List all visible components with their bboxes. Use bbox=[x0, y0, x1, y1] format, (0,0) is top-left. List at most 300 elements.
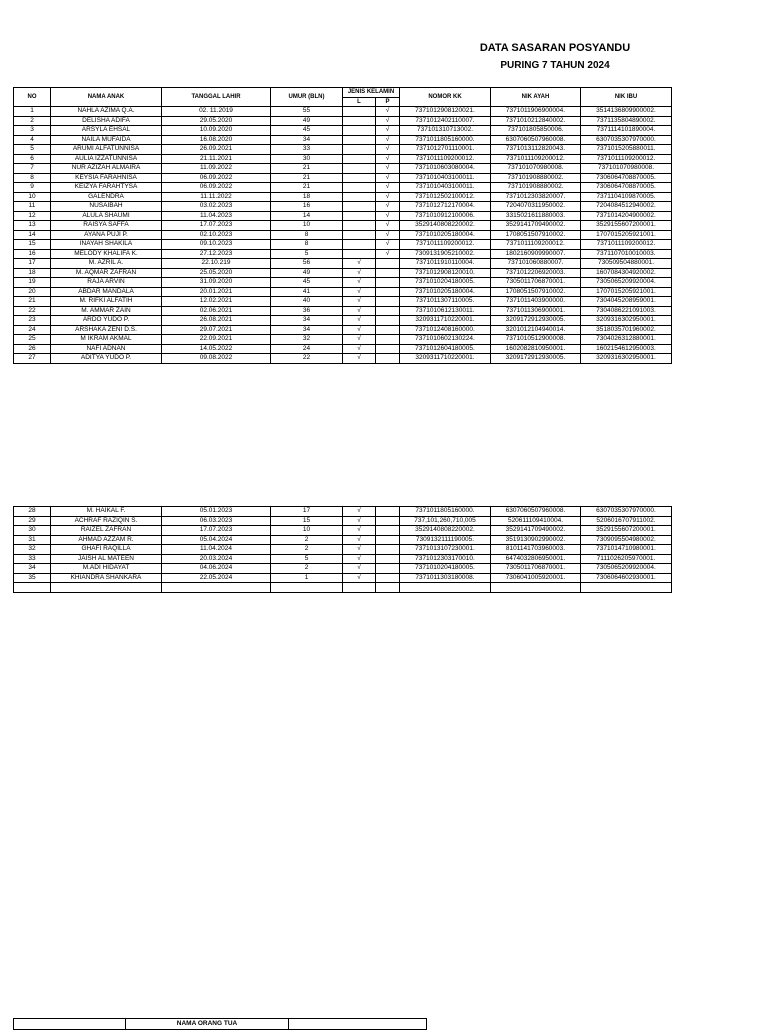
cell-tanggal-lahir: 16.08.2020 bbox=[162, 135, 271, 145]
cell-nama-anak: KHIANDRA SHANKARA bbox=[51, 573, 162, 583]
cell-nik-ayah: 6307060507960008. bbox=[491, 135, 581, 145]
cell-nik-ibu: 3529155607200001. bbox=[581, 221, 672, 231]
cell-nomor-kk: 3209311710220001. bbox=[400, 316, 491, 326]
cell-no: 12 bbox=[14, 211, 51, 221]
cell-nomor-kk: 7371010204180005. bbox=[400, 278, 491, 288]
cell-nomor-kk: 7309131905210002. bbox=[400, 249, 491, 259]
cell-no: 21 bbox=[14, 297, 51, 307]
cell-jk-l bbox=[343, 135, 376, 145]
cell-umur: 22 bbox=[271, 354, 343, 364]
cell-umur: 14 bbox=[271, 211, 343, 221]
cell-nama-anak: MELODY KHALIFA K. bbox=[51, 249, 162, 259]
cell-jk-l: √ bbox=[343, 325, 376, 335]
table-row bbox=[14, 107, 672, 117]
table-row bbox=[14, 211, 672, 221]
table-row bbox=[14, 240, 672, 250]
cell-tanggal-lahir: 06.09.2022 bbox=[162, 173, 271, 183]
cell-nik-ayah: 7371010212840002. bbox=[491, 116, 581, 126]
table-row bbox=[14, 316, 672, 326]
cell-jk-l: √ bbox=[343, 564, 376, 574]
cell-nama-anak: DELISHA ADIFA bbox=[51, 116, 162, 126]
cell-nama-anak: ARDO YUDO P. bbox=[51, 316, 162, 326]
cell-jk-p: √ bbox=[376, 116, 400, 126]
cell-umur: 17 bbox=[271, 507, 343, 517]
cell-jk-p: √ bbox=[376, 221, 400, 231]
cell-nama-anak: GHAFI RAQILLA bbox=[51, 545, 162, 555]
cell-umur: 5 bbox=[271, 554, 343, 564]
cell-umur: 2 bbox=[271, 545, 343, 555]
cell-tanggal-lahir: 03.02.2023 bbox=[162, 202, 271, 212]
cell-jk-l bbox=[343, 116, 376, 126]
cell-nik-ibu: 7371107010010003. bbox=[581, 249, 672, 259]
cell-nik-ibu: 1607084304920002. bbox=[581, 268, 672, 278]
cell-nik-ibu: 7304086221091003. bbox=[581, 306, 672, 316]
cell-jk-p: √ bbox=[376, 173, 400, 183]
cell-nomor-kk: 7371011805160000. bbox=[400, 507, 491, 517]
cell-nomor-kk: 3529140808220002. bbox=[400, 526, 491, 536]
header-nama-orang-tua: NAMA ORANG TUA bbox=[126, 1019, 289, 1030]
cell-no: 23 bbox=[14, 316, 51, 326]
cell-nik-ayah: 3209172912930005. bbox=[491, 316, 581, 326]
cell-jk-p bbox=[376, 344, 400, 354]
cell-jk-l: √ bbox=[343, 335, 376, 345]
cell-nik-ayah: 7371011403900000. bbox=[491, 297, 581, 307]
cell-jk-l: √ bbox=[343, 354, 376, 364]
cell-nik-ibu: 7371014710980001. bbox=[581, 545, 672, 555]
header-no: NO bbox=[14, 88, 51, 107]
cell-tanggal-lahir: 17.07.2023 bbox=[162, 526, 271, 536]
cell-umur: 8 bbox=[271, 230, 343, 240]
cell-nomor-kk: 7371012604180005. bbox=[400, 344, 491, 354]
cell-jk-l bbox=[343, 107, 376, 117]
data-table-page1 bbox=[13, 87, 672, 364]
cell-nik-ibu: 7204084512940002. bbox=[581, 202, 672, 212]
table-row bbox=[14, 535, 672, 545]
cell-jk-l bbox=[343, 145, 376, 155]
cell-umur: 10 bbox=[271, 526, 343, 536]
cell-umur: 33 bbox=[271, 145, 343, 155]
cell-nama-anak: KEIZYA FARAHTYSA bbox=[51, 183, 162, 193]
table-row bbox=[14, 116, 672, 126]
cell-nik-ayah: 7204070311950002. bbox=[491, 202, 581, 212]
table-row bbox=[14, 268, 672, 278]
cell-nik-ayah: 7305011706870001. bbox=[491, 278, 581, 288]
cell-nik-ayah: 7371012303820007. bbox=[491, 192, 581, 202]
cell-tanggal-lahir: 26.09.2021 bbox=[162, 145, 271, 155]
cell-umur: 30 bbox=[271, 154, 343, 164]
parent-col-3 bbox=[289, 1019, 427, 1030]
table-row bbox=[14, 154, 672, 164]
table-row bbox=[14, 344, 672, 354]
cell-no: 7 bbox=[14, 164, 51, 174]
cell-nama-anak: RAJA ARVIN bbox=[51, 278, 162, 288]
cell-nama-anak: M IKRAM AKMAL bbox=[51, 335, 162, 345]
cell-umur: 34 bbox=[271, 325, 343, 335]
cell-no: 13 bbox=[14, 221, 51, 231]
cell-nama-anak: KEYSIA FARAHNISA bbox=[51, 173, 162, 183]
cell-no: 27 bbox=[14, 354, 51, 364]
cell-no: 31 bbox=[14, 535, 51, 545]
table-row bbox=[14, 173, 672, 183]
cell-jk-p: √ bbox=[376, 135, 400, 145]
table-row bbox=[14, 135, 672, 145]
cell-jk-p: √ bbox=[376, 192, 400, 202]
cell-nik-ayah: 3209172912930005. bbox=[491, 354, 581, 364]
cell-tanggal-lahir: 11.04.2024 bbox=[162, 545, 271, 555]
cell-nama-anak: ARUMI ALFATUNNISA bbox=[51, 145, 162, 155]
table-row bbox=[14, 306, 672, 316]
cell-jk-l bbox=[343, 154, 376, 164]
cell-nik-ibu bbox=[581, 583, 672, 593]
cell-tanggal-lahir: 22.10.219 bbox=[162, 259, 271, 269]
cell-tanggal-lahir: 04.06.2024 bbox=[162, 564, 271, 574]
cell-nik-ibu: 3209316302950001. bbox=[581, 316, 672, 326]
cell-tanggal-lahir: 26.08.2021 bbox=[162, 316, 271, 326]
cell-jk-l: √ bbox=[343, 507, 376, 517]
cell-no: 16 bbox=[14, 249, 51, 259]
cell-nik-ibu: 6307035307970000. bbox=[581, 135, 672, 145]
cell-jk-p bbox=[376, 259, 400, 269]
cell-tanggal-lahir: 09.08.2022 bbox=[162, 354, 271, 364]
cell-tanggal-lahir: 27.12.2023 bbox=[162, 249, 271, 259]
cell-nomor-kk: 7371010603080004. bbox=[400, 164, 491, 174]
cell-no: 17 bbox=[14, 259, 51, 269]
cell-no: 35 bbox=[14, 573, 51, 583]
cell-nomor-kk: 7371010912100006. bbox=[400, 211, 491, 221]
cell-nomor-kk: 7371011303180008. bbox=[400, 573, 491, 583]
cell-nama-anak: M. HAIKAL F. bbox=[51, 507, 162, 517]
cell-jk-l: √ bbox=[343, 268, 376, 278]
cell-jk-l: √ bbox=[343, 278, 376, 288]
cell-nik-ayah: 1708051507910002. bbox=[491, 287, 581, 297]
cell-nik-ayah: 3529141709490002. bbox=[491, 526, 581, 536]
table-row bbox=[14, 192, 672, 202]
cell-nama-anak: M. AZRIL A. bbox=[51, 259, 162, 269]
cell-umur: 21 bbox=[271, 183, 343, 193]
cell-nomor-kk: 737101310713002. bbox=[400, 126, 491, 136]
cell-jk-l bbox=[343, 164, 376, 174]
cell-umur: 56 bbox=[271, 259, 343, 269]
cell-no: 15 bbox=[14, 240, 51, 250]
cell-nama-anak bbox=[51, 583, 162, 593]
cell-jk-p bbox=[376, 354, 400, 364]
parent-col-1 bbox=[14, 1019, 126, 1030]
cell-jk-p bbox=[376, 516, 400, 526]
cell-umur: 24 bbox=[271, 344, 343, 354]
cell-nik-ayah: 737101908880002. bbox=[491, 183, 581, 193]
cell-nomor-kk: 7371011109200012. bbox=[400, 240, 491, 250]
cell-umur: 2 bbox=[271, 535, 343, 545]
cell-nomor-kk: 7371012303170010. bbox=[400, 554, 491, 564]
cell-tanggal-lahir: 10.09.2020 bbox=[162, 126, 271, 136]
cell-tanggal-lahir: 06.03.2023 bbox=[162, 516, 271, 526]
cell-umur: 34 bbox=[271, 135, 343, 145]
cell-jk-p bbox=[376, 545, 400, 555]
cell-umur: 40 bbox=[271, 297, 343, 307]
cell-nama-anak: ABDAR MANDALA bbox=[51, 287, 162, 297]
cell-nik-ibu: 7305065209920004. bbox=[581, 278, 672, 288]
cell-jk-l: √ bbox=[343, 545, 376, 555]
cell-nik-ayah: 520611109410004. bbox=[491, 516, 581, 526]
cell-nik-ibu: 3514136809900002. bbox=[581, 107, 672, 117]
cell-no: 19 bbox=[14, 278, 51, 288]
cell-tanggal-lahir bbox=[162, 583, 271, 593]
cell-umur: 32 bbox=[271, 335, 343, 345]
cell-jk-p bbox=[376, 554, 400, 564]
cell-no: 9 bbox=[14, 183, 51, 193]
cell-jk-p bbox=[376, 316, 400, 326]
cell-umur: 15 bbox=[271, 516, 343, 526]
cell-umur bbox=[271, 583, 343, 593]
cell-tanggal-lahir: 02. 11.2019 bbox=[162, 107, 271, 117]
cell-nomor-kk: 7371010602130224. bbox=[400, 335, 491, 345]
cell-no: 3 bbox=[14, 126, 51, 136]
table-row bbox=[14, 221, 672, 231]
cell-no: 33 bbox=[14, 554, 51, 564]
cell-nomor-kk: 7371013107230001. bbox=[400, 545, 491, 555]
cell-nama-anak: M. AMMAR ZAIN bbox=[51, 306, 162, 316]
cell-nik-ibu: 7306064602930001. bbox=[581, 573, 672, 583]
cell-umur: 45 bbox=[271, 278, 343, 288]
cell-nik-ayah: 1708051507910002. bbox=[491, 230, 581, 240]
cell-nik-ibu: 730509504880001. bbox=[581, 259, 672, 269]
cell-umur: 5 bbox=[271, 249, 343, 259]
cell-jk-l: √ bbox=[343, 344, 376, 354]
cell-tanggal-lahir: 21.11.2021 bbox=[162, 154, 271, 164]
cell-jk-l bbox=[343, 211, 376, 221]
cell-jk-p bbox=[376, 507, 400, 517]
cell-tanggal-lahir: 05.01.2023 bbox=[162, 507, 271, 517]
table-row bbox=[14, 545, 672, 555]
cell-nik-ayah: 3315021611880003. bbox=[491, 211, 581, 221]
cell-nik-ayah: 7371011109200012. bbox=[491, 154, 581, 164]
cell-nama-anak: GALENDRA bbox=[51, 192, 162, 202]
cell-nomor-kk: 7371010205180004. bbox=[400, 287, 491, 297]
cell-tanggal-lahir: 22.09.2021 bbox=[162, 335, 271, 345]
cell-nik-ayah: 737101805850006. bbox=[491, 126, 581, 136]
cell-jk-l: √ bbox=[343, 297, 376, 307]
cell-nik-ibu: 7371011109200012. bbox=[581, 154, 672, 164]
table-row bbox=[14, 526, 672, 536]
cell-nama-anak: ADITYA YUDO P. bbox=[51, 354, 162, 364]
cell-nama-anak: NAFI ADNAN bbox=[51, 344, 162, 354]
cell-nik-ibu: 1602154612950003. bbox=[581, 344, 672, 354]
cell-tanggal-lahir: 11.11.2022 bbox=[162, 192, 271, 202]
cell-jk-p bbox=[376, 268, 400, 278]
cell-nik-ibu: 7304045208959001. bbox=[581, 297, 672, 307]
cell-umur: 10 bbox=[271, 221, 343, 231]
cell-jk-p bbox=[376, 335, 400, 345]
table-row bbox=[14, 278, 672, 288]
table-row bbox=[14, 183, 672, 193]
cell-jk-p bbox=[376, 297, 400, 307]
cell-umur: 16 bbox=[271, 202, 343, 212]
header-nomor-kk: NOMOR KK bbox=[400, 88, 491, 107]
cell-jk-p bbox=[376, 564, 400, 574]
header-umur: UMUR (BLN) bbox=[271, 88, 343, 107]
cell-no: 32 bbox=[14, 545, 51, 555]
cell-jk-l bbox=[343, 183, 376, 193]
cell-nik-ibu: 7371015205880011. bbox=[581, 145, 672, 155]
cell-no: 25 bbox=[14, 335, 51, 345]
cell-nik-ayah: 737101060880007. bbox=[491, 259, 581, 269]
cell-no: 28 bbox=[14, 507, 51, 517]
cell-nik-ayah: 8101141703960003. bbox=[491, 545, 581, 555]
cell-tanggal-lahir: 05.04.2024 bbox=[162, 535, 271, 545]
cell-nomor-kk: 7371011307110005. bbox=[400, 297, 491, 307]
cell-jk-l: √ bbox=[343, 573, 376, 583]
cell-nik-ayah: 737101070980008. bbox=[491, 164, 581, 174]
cell-nama-anak: NUR AZIZAH ALMAIRA bbox=[51, 164, 162, 174]
cell-nama-anak: M. RIFKI ALFATIH bbox=[51, 297, 162, 307]
cell-tanggal-lahir: 20.03.2024 bbox=[162, 554, 271, 564]
cell-tanggal-lahir: 17.07.2023 bbox=[162, 221, 271, 231]
cell-jk-p bbox=[376, 325, 400, 335]
cell-jk-p: √ bbox=[376, 211, 400, 221]
cell-nik-ibu: 7371011109200012. bbox=[581, 240, 672, 250]
cell-nik-ayah: 7371013112820043. bbox=[491, 145, 581, 155]
cell-umur: 36 bbox=[271, 306, 343, 316]
cell-nomor-kk: 7371010205180004. bbox=[400, 230, 491, 240]
cell-nik-ibu: 7371014204900002. bbox=[581, 211, 672, 221]
cell-tanggal-lahir: 22.05.2024 bbox=[162, 573, 271, 583]
cell-nomor-kk: 7371012712170004. bbox=[400, 202, 491, 212]
table-row bbox=[14, 126, 672, 136]
table-row bbox=[14, 287, 672, 297]
cell-jk-p bbox=[376, 535, 400, 545]
cell-nik-ibu: 7371114101890004. bbox=[581, 126, 672, 136]
cell-nama-anak: ALULA SHAUMI bbox=[51, 211, 162, 221]
cell-nama-anak: AHMAD AZZAM R. bbox=[51, 535, 162, 545]
cell-tanggal-lahir: 12.02.2021 bbox=[162, 297, 271, 307]
table-row bbox=[14, 507, 672, 517]
cell-nomor-kk: 7309132111190005. bbox=[400, 535, 491, 545]
cell-jk-p: √ bbox=[376, 164, 400, 174]
cell-no: 26 bbox=[14, 344, 51, 354]
cell-nomor-kk bbox=[400, 583, 491, 593]
cell-tanggal-lahir: 02.10.2023 bbox=[162, 230, 271, 240]
cell-nik-ayah: 3201012104940014. bbox=[491, 325, 581, 335]
cell-jk-l bbox=[343, 240, 376, 250]
table-row bbox=[14, 335, 672, 345]
cell-jk-p: √ bbox=[376, 240, 400, 250]
cell-nomor-kk: 737,101,260,710,005 bbox=[400, 516, 491, 526]
cell-no: 10 bbox=[14, 192, 51, 202]
page-subtitle: PURING 7 TAHUN 2024 bbox=[500, 60, 610, 71]
table-row bbox=[14, 516, 672, 526]
cell-nik-ayah: 3529141709490002. bbox=[491, 221, 581, 231]
cell-jk-p bbox=[376, 278, 400, 288]
cell-nik-ayah: 1802160909990007. bbox=[491, 249, 581, 259]
cell-nik-ayah: 737101908880002. bbox=[491, 173, 581, 183]
cell-jk-l: √ bbox=[343, 516, 376, 526]
cell-jk-p bbox=[376, 526, 400, 536]
header-l: L bbox=[343, 97, 376, 107]
cell-nik-ibu: 7304026312880001. bbox=[581, 335, 672, 345]
cell-nik-ibu: 7371104109870005. bbox=[581, 192, 672, 202]
cell-nama-anak: JAISH AL MATEEN bbox=[51, 554, 162, 564]
cell-no: 22 bbox=[14, 306, 51, 316]
cell-jk-l bbox=[343, 249, 376, 259]
cell-no: 30 bbox=[14, 526, 51, 536]
cell-nik-ibu: 7111026205970001. bbox=[581, 554, 672, 564]
table-row bbox=[14, 354, 672, 364]
cell-nik-ayah: 7371012206920003. bbox=[491, 268, 581, 278]
data-table-page2 bbox=[13, 506, 672, 593]
cell-nik-ayah: 7371011109200012. bbox=[491, 240, 581, 250]
cell-no: 29 bbox=[14, 516, 51, 526]
cell-jk-l bbox=[343, 192, 376, 202]
cell-nik-ibu: 3518035701960002. bbox=[581, 325, 672, 335]
cell-no: 11 bbox=[14, 202, 51, 212]
cell-nomor-kk: 7371012701110001. bbox=[400, 145, 491, 155]
cell-umur: 49 bbox=[271, 268, 343, 278]
table-row bbox=[14, 583, 672, 593]
cell-tanggal-lahir: 25.05.2020 bbox=[162, 268, 271, 278]
cell-no: 2 bbox=[14, 116, 51, 126]
cell-umur: 55 bbox=[271, 107, 343, 117]
table-row bbox=[14, 164, 672, 174]
cell-nama-anak: NUSAIBAH bbox=[51, 202, 162, 212]
cell-jk-p: √ bbox=[376, 230, 400, 240]
cell-nik-ayah: 7371010512900008. bbox=[491, 335, 581, 345]
table-row bbox=[14, 249, 672, 259]
cell-no: 14 bbox=[14, 230, 51, 240]
table-row bbox=[14, 573, 672, 583]
cell-no: 8 bbox=[14, 173, 51, 183]
cell-jk-p: √ bbox=[376, 126, 400, 136]
cell-jk-p: √ bbox=[376, 183, 400, 193]
cell-jk-p: √ bbox=[376, 202, 400, 212]
cell-nik-ibu: 7306064708870005. bbox=[581, 173, 672, 183]
cell-tanggal-lahir: 20.01.2021 bbox=[162, 287, 271, 297]
cell-umur: 34 bbox=[271, 316, 343, 326]
cell-jk-l bbox=[343, 202, 376, 212]
cell-no: 18 bbox=[14, 268, 51, 278]
header-nik-ibu: NIK IBU bbox=[581, 88, 672, 107]
cell-nomor-kk: 7371010403100011. bbox=[400, 183, 491, 193]
cell-nama-anak: NAHLA AZIMA Q.A. bbox=[51, 107, 162, 117]
cell-nomor-kk: 7371010403100011. bbox=[400, 173, 491, 183]
cell-jk-p: √ bbox=[376, 145, 400, 155]
cell-jk-l bbox=[343, 583, 376, 593]
cell-jk-p: √ bbox=[376, 107, 400, 117]
cell-jk-l: √ bbox=[343, 535, 376, 545]
cell-jk-l: √ bbox=[343, 554, 376, 564]
cell-nik-ibu: 1707015205921001. bbox=[581, 230, 672, 240]
cell-umur: 21 bbox=[271, 164, 343, 174]
cell-tanggal-lahir: 14.05.2022 bbox=[162, 344, 271, 354]
cell-nama-anak: NAILA MUFAIDA bbox=[51, 135, 162, 145]
cell-nomor-kk: 7371012908120021. bbox=[400, 107, 491, 117]
cell-nomor-kk: 7371012402110007. bbox=[400, 116, 491, 126]
cell-nik-ayah: 3519130902990002. bbox=[491, 535, 581, 545]
cell-jk-l: √ bbox=[343, 287, 376, 297]
table-row bbox=[14, 259, 672, 269]
cell-jk-l: √ bbox=[343, 306, 376, 316]
cell-nama-anak: ARSHAKA ZENI D.S. bbox=[51, 325, 162, 335]
cell-nomor-kk: 3529140808220002. bbox=[400, 221, 491, 231]
cell-no: 34 bbox=[14, 564, 51, 574]
cell-umur: 1 bbox=[271, 573, 343, 583]
cell-jk-p bbox=[376, 287, 400, 297]
table-row bbox=[14, 325, 672, 335]
table-row bbox=[14, 230, 672, 240]
cell-nomor-kk: 7371011910110004. bbox=[400, 259, 491, 269]
cell-no: 5 bbox=[14, 145, 51, 155]
table-row bbox=[14, 202, 672, 212]
cell-tanggal-lahir: 06.09.2022 bbox=[162, 183, 271, 193]
